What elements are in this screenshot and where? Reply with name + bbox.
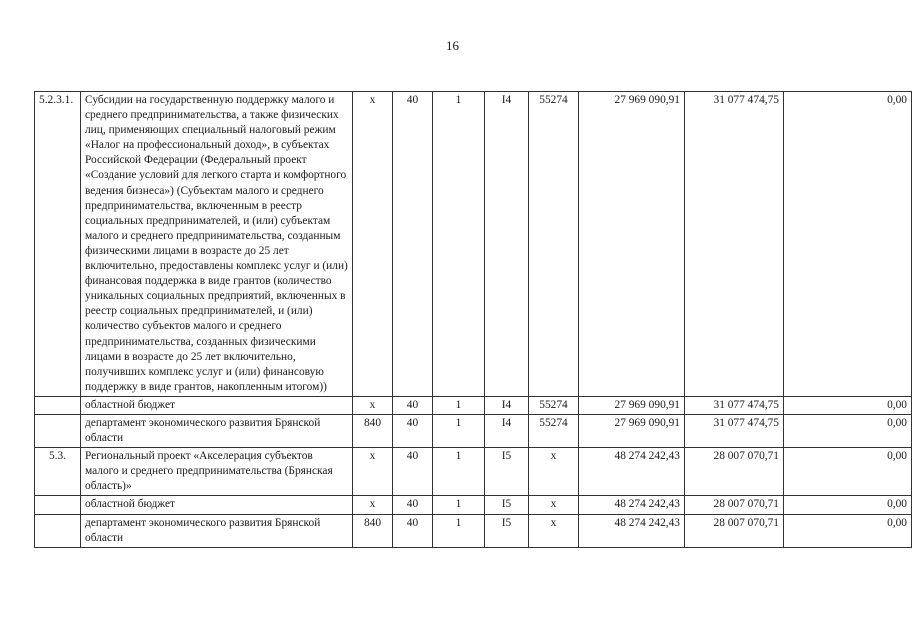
budget-table [34, 91, 912, 548]
cell-c3: 1 [433, 448, 485, 496]
cell-c4: I5 [485, 496, 529, 514]
cell-c4: I5 [485, 448, 529, 496]
cell-c4: I5 [485, 514, 529, 547]
cell-c5: x [529, 496, 579, 514]
table-row [35, 92, 912, 397]
cell-c3: 1 [433, 514, 485, 547]
cell-value-3: 0,00 [784, 92, 912, 397]
cell-c3: 1 [433, 396, 485, 414]
row-code: 5.2.3.1. [35, 92, 81, 397]
table-row [35, 414, 912, 447]
cell-c5: x [529, 448, 579, 496]
row-code: 5.3. [35, 448, 81, 496]
cell-c3: 1 [433, 414, 485, 447]
cell-c4: I4 [485, 92, 529, 397]
cell-value-1: 27 969 090,91 [579, 414, 685, 447]
cell-c5: 55274 [529, 396, 579, 414]
cell-c1: 840 [353, 414, 393, 447]
cell-c5: 55274 [529, 92, 579, 397]
row-name: департамент экономического развития Брянской области [81, 514, 353, 547]
cell-c1: 840 [353, 514, 393, 547]
cell-c1: x [353, 496, 393, 514]
cell-value-3: 0,00 [784, 396, 912, 414]
cell-value-1: 27 969 090,91 [579, 396, 685, 414]
cell-value-1: 48 274 242,43 [579, 514, 685, 547]
row-name: департамент экономического развития Брянской области [81, 414, 353, 447]
cell-value-2: 28 007 070,71 [685, 514, 784, 547]
cell-value-2: 28 007 070,71 [685, 448, 784, 496]
row-name: областной бюджет [81, 396, 353, 414]
table-row [35, 496, 912, 514]
cell-value-3: 0,00 [784, 448, 912, 496]
cell-c2: 40 [393, 514, 433, 547]
cell-value-3: 0,00 [784, 414, 912, 447]
table-row [35, 396, 912, 414]
cell-c2: 40 [393, 414, 433, 447]
cell-value-2: 31 077 474,75 [685, 396, 784, 414]
cell-value-3: 0,00 [784, 496, 912, 514]
cell-c1: x [353, 396, 393, 414]
table-row [35, 514, 912, 547]
cell-c2: 40 [393, 92, 433, 397]
cell-c2: 40 [393, 496, 433, 514]
cell-c2: 40 [393, 448, 433, 496]
row-code [35, 514, 81, 547]
cell-c1: x [353, 92, 393, 397]
page-number: 16 [446, 38, 459, 53]
cell-value-3: 0,00 [784, 514, 912, 547]
row-name: областной бюджет [81, 496, 353, 514]
cell-c1: x [353, 448, 393, 496]
row-code [35, 414, 81, 447]
cell-c3: 1 [433, 496, 485, 514]
table-row [35, 448, 912, 496]
cell-c4: I4 [485, 414, 529, 447]
cell-c2: 40 [393, 396, 433, 414]
cell-value-2: 31 077 474,75 [685, 92, 784, 397]
row-code [35, 396, 81, 414]
row-code [35, 496, 81, 514]
cell-c5: x [529, 514, 579, 547]
cell-value-2: 28 007 070,71 [685, 496, 784, 514]
cell-value-1: 48 274 242,43 [579, 448, 685, 496]
cell-c4: I4 [485, 396, 529, 414]
cell-c3: 1 [433, 92, 485, 397]
row-name: Региональный проект «Акселерация субъектов малого и среднего предпринимательства (Брянская область)» [81, 448, 353, 496]
cell-value-1: 48 274 242,43 [579, 496, 685, 514]
row-name: Субсидии на государственную поддержку малого и среднего предпринимательства, а также физических лиц, применяющих специальный налоговый режим «Налог на профессиональный доход», в субъектах Российской Федерации (Федеральный проект «Создание условий для легкого старта и комфортного ведения бизнеса») (Субъектам малого и среднего предпринимательства, включенным в реестр социальных предпринимателей, и (или) субъектам малого и среднего предпринимательства, созданным физическими лицами в возрасте до 25 лет включительно, предоставлены комплекс услуг и (или) финансовая поддержка в виде грантов (количество уникальных социальных предприятий, включенных в реестр социальных предпринимателей, и (или) количество субъектов малого и среднего предпринимательства, созданных физическими лицами в возрасте до 25 лет включительно, получивших комплекс услуг и (или) финансовую поддержку в виде грантов, накопленным итогом)) [81, 92, 353, 397]
cell-value-1: 27 969 090,91 [579, 92, 685, 397]
cell-c5: 55274 [529, 414, 579, 447]
cell-value-2: 31 077 474,75 [685, 414, 784, 447]
